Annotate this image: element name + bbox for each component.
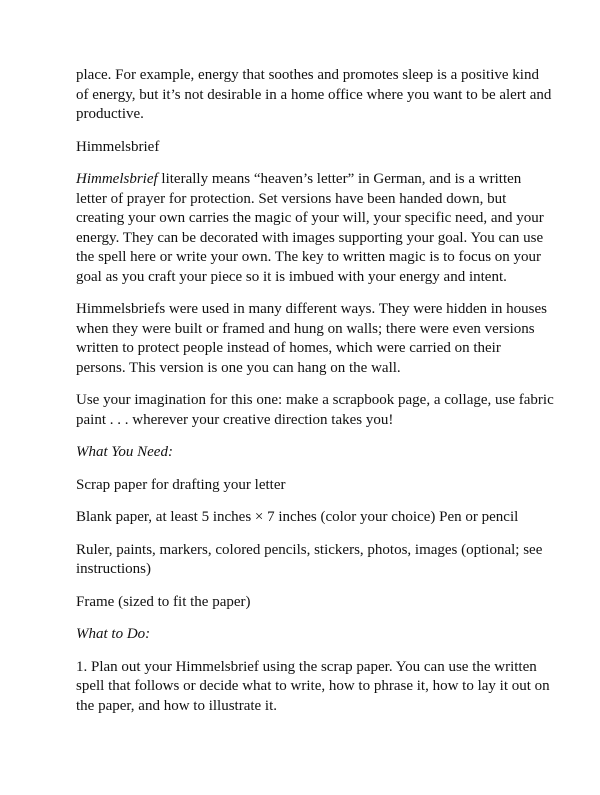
paragraph-usage: Himmelsbriefs were used in many different ways. They were hidden in houses when they were built or framed and hung on walls; there were even versions written to protect people instead of homes, which were carried on their persons. This version is one you can hang on the wall. xyxy=(76,301,547,376)
heading-what-you-need: What You Need: xyxy=(76,444,173,460)
himmelsbrief-term: Himmelsbrief xyxy=(76,171,158,187)
paragraph-continuation: place. For example, energy that soothes and promotes sleep is a positive kind of energy, but it’s not desirable in a home office where you want to be alert and productive. xyxy=(76,67,552,122)
need-item-ruler-paints: Ruler, paints, markers, colored pencils, stickers, photos, images (optional; see instructions) xyxy=(76,541,543,577)
need-item-scrap-paper: Scrap paper for drafting your letter xyxy=(76,476,286,493)
heading-what-to-do: What to Do: xyxy=(76,626,151,642)
document-page xyxy=(76,66,554,729)
paragraph-imagination: Use your imagination for this one: make a scrapbook page, a collage, use fabric paint . . . wherever your creative direction takes you! xyxy=(76,392,554,428)
step-1: 1. Plan out your Himmelsbrief using the scrap paper. You can use the written spell that follows or decide what to write, how to phrase it, how to lay it out on the paper, and how to illustrate it. xyxy=(76,658,550,714)
paragraph-intro xyxy=(76,170,554,287)
paragraph-intro-text: literally means “heaven’s letter” in German, and is a written letter of prayer for protection. Set versions have been handed down, but creating your own carries the magic of your will, your specific need, and your energy. They can be decorated with images supporting your goal. You can use the spell here or write your own. The key to written magic is to focus on your goal as you craft your piece so it is imbued with your energy and intent. xyxy=(76,171,544,285)
need-item-blank-paper: Blank paper, at least 5 inches × 7 inches (color your choice) Pen or pencil xyxy=(76,509,519,525)
need-item-frame: Frame (sized to fit the paper) xyxy=(76,593,251,610)
section-heading-himmelsbrief: Himmelsbrief xyxy=(76,138,160,155)
